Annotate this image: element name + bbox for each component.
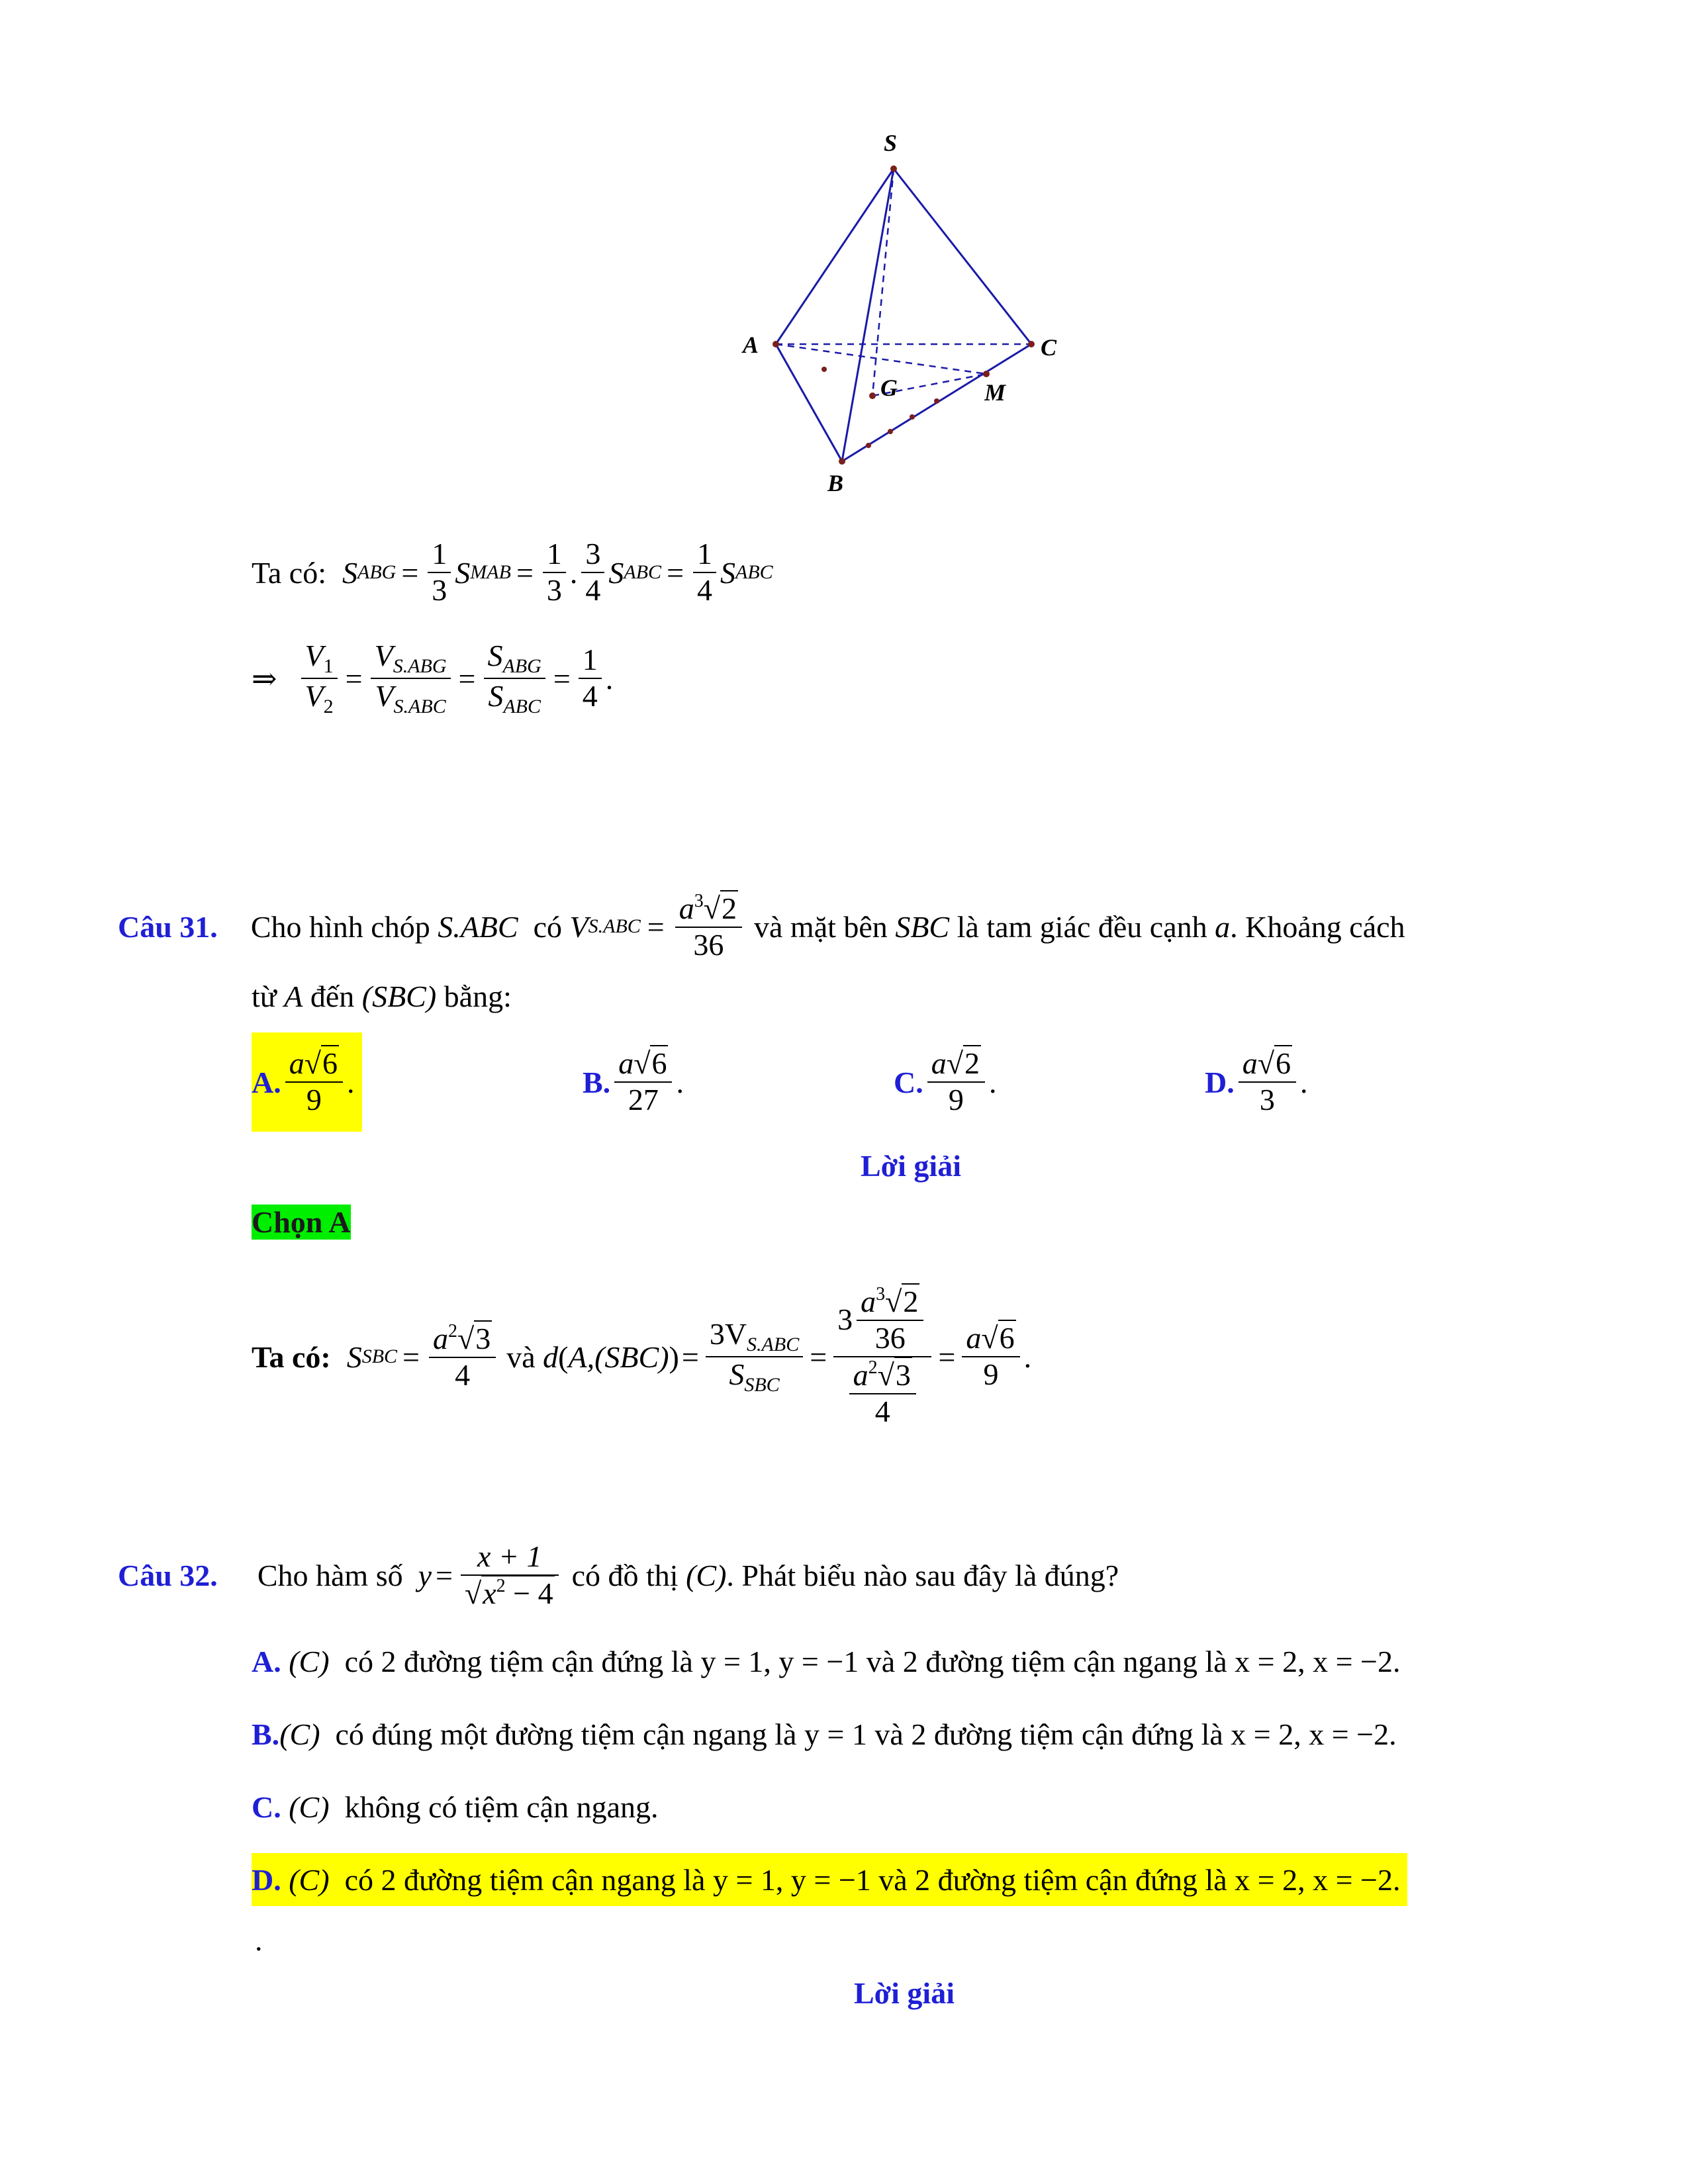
q32-option-c[interactable]: C. (C) không có tiệm cận ngang. <box>252 1790 659 1824</box>
solution30-line2: ⇒ $\frac{V_1}{V_2}$ = $V_{S.ABG}$ $V_{S.ABC}$ = $S_{ABG}$ $S_{ABC}$ = $\frac{1}{4}$ . <box>252 638 614 717</box>
point-S <box>890 165 897 172</box>
point-M <box>983 371 990 377</box>
q31-chon: Chọn A <box>252 1205 351 1239</box>
q31-label: Câu 31. <box>118 909 218 944</box>
label-B: B <box>827 470 844 496</box>
q31-option-b[interactable]: B. a√6 27 . <box>583 1046 684 1116</box>
label-S: S <box>884 130 898 156</box>
q31-line1: Câu 31. Cho hình chóp S.ABC có V S.ABC = $\frac{a^3√2}{36}$ và mặt bên SBC là tam giác đều cạnh a . Khoảng cách <box>118 890 1405 962</box>
q32-option-d[interactable]: D. (C) có 2 đường tiệm cận ngang là y = 1, y = −1 và 2 đường tiệm cận đứng là x = 2, x = −2. <box>252 1853 1407 1906</box>
q32-option-b[interactable]: B. (C) có đúng một đường tiệm cận ngang là y = 1 và 2 đường tiệm cận đứng là x = 2, x = −2. <box>252 1717 1397 1751</box>
q32-loi-giai: Lời giải <box>854 1976 955 2010</box>
label-M: M <box>984 379 1006 406</box>
q31-option-a[interactable]: A. a√6 9 . <box>252 1032 362 1132</box>
q31-option-c[interactable]: C. a√2 9 . <box>894 1046 997 1116</box>
q32-option-a[interactable]: A. (C) có 2 đường tiệm cận đứng là y = 1, y = −1 và 2 đường tiệm cận ngang là x = 2, x = −2. <box>252 1644 1401 1678</box>
q32-line1: Câu 32. Cho hàm số y = $\frac{x + 1}{√x^2 - 4}$ có đồ thị (C) . Phát biểu nào sau đây là đúng? <box>118 1539 1119 1610</box>
label-G: G <box>880 375 898 401</box>
tetrahedron-figure <box>728 119 1072 503</box>
point-B <box>839 458 845 465</box>
q31-loi-giai: Lời giải <box>861 1149 961 1183</box>
point-C <box>1028 341 1035 347</box>
label-C: C <box>1041 334 1057 361</box>
label-A: A <box>743 332 759 358</box>
q32-dot: . <box>255 1923 263 1957</box>
q32-label: Câu 32. <box>118 1558 218 1592</box>
point-G <box>869 392 876 399</box>
q31-solution: Ta có: S SBC = $\frac{a^2√3}{4}$ và d ( A, (SBC) ) = $3V_{S.ABC}$ $S_{SBC}$ = 3 $a^3√2$ 36 $\frac{a^2√3}{4}$ = $\frac{a√6}{9}$ . <box>252 1284 1032 1428</box>
point-A <box>773 341 779 347</box>
q31-line2: từ A đến (SBC) bằng: <box>252 979 512 1013</box>
q31-option-d[interactable]: D. a√6 3 . <box>1205 1046 1308 1116</box>
solution30-line1: Ta có: S ABG = $\frac{1}{3}$ S MAB = $\frac{1}{3}$ . 3 4 S ABC = $\frac{1}{4}$ S ABC <box>252 537 773 607</box>
